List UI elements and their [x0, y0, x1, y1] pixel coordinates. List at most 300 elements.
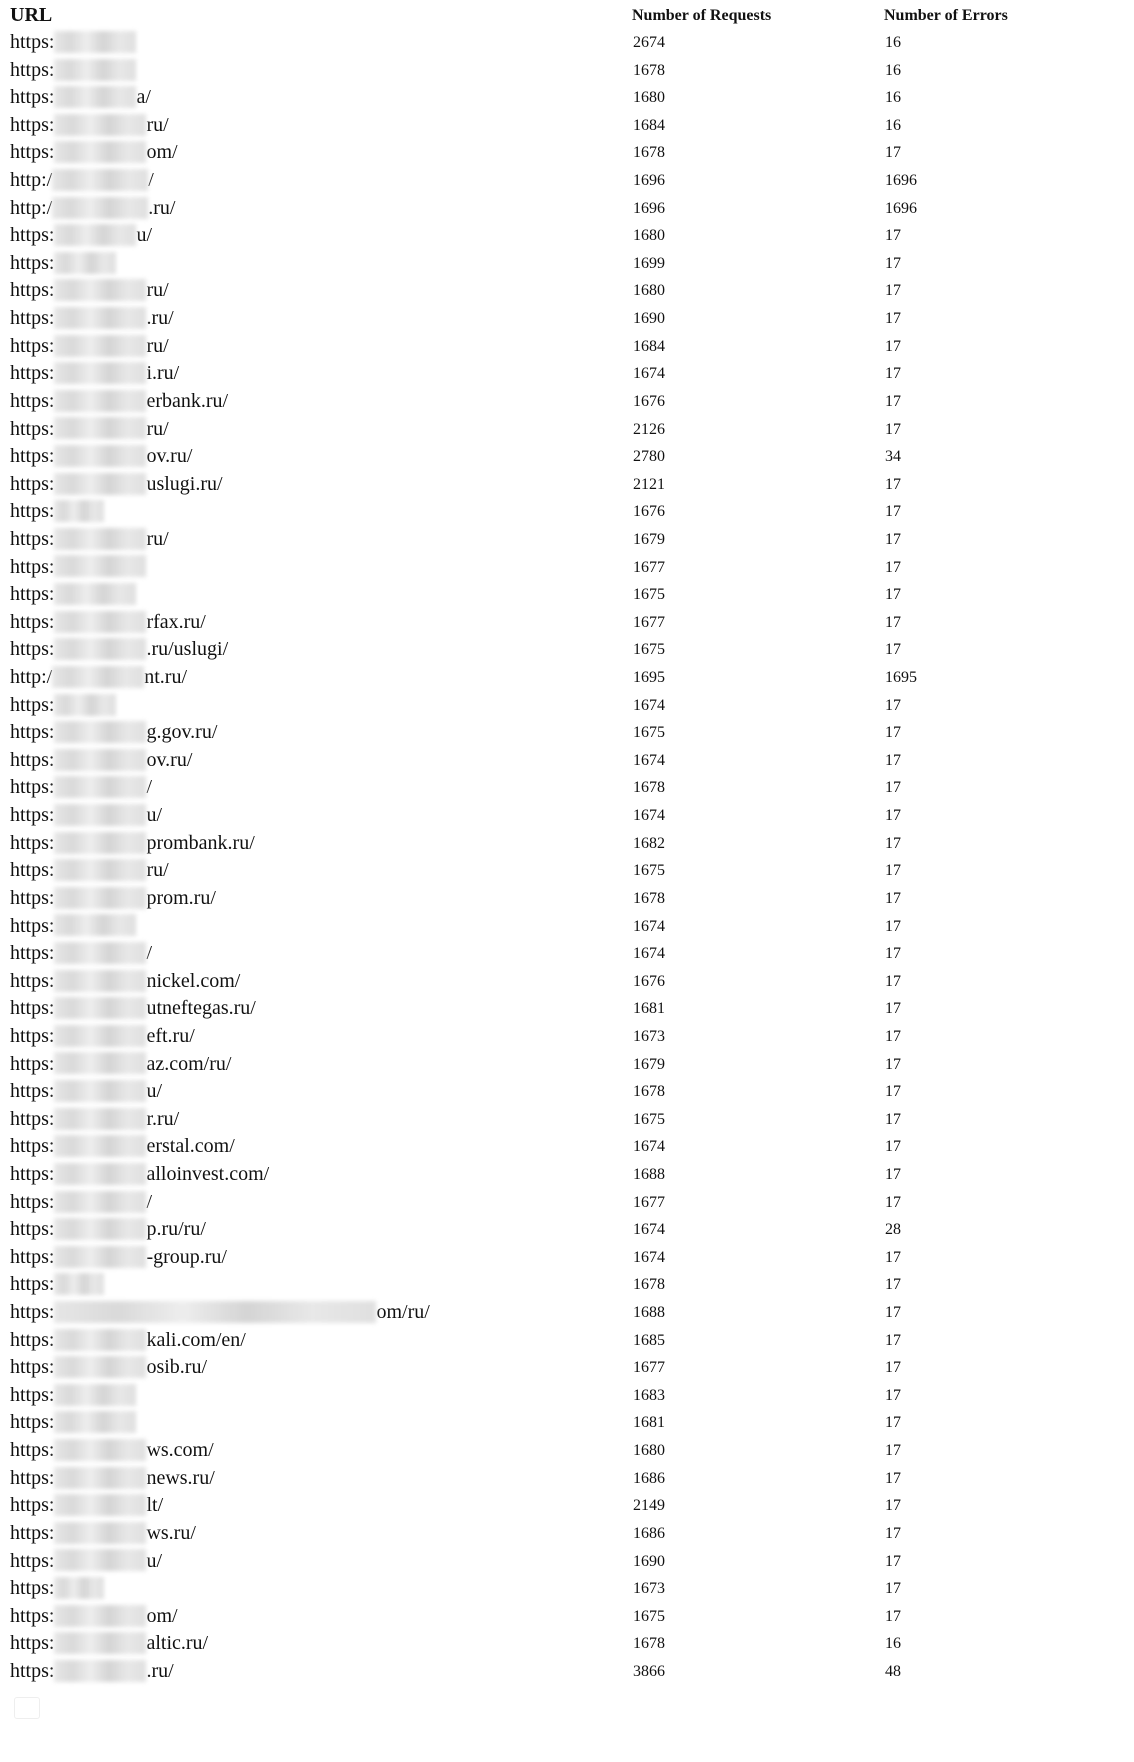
errors-cell: 17: [885, 1442, 901, 1460]
redacted-block: [54, 500, 104, 522]
requests-cell: 1684: [633, 337, 665, 355]
url-prefix: https:: [10, 1549, 55, 1572]
url-prefix: https:: [10, 500, 55, 523]
url-cell: [10, 609, 206, 637]
requests-cell: 1675: [633, 1110, 665, 1128]
redacted-block: [54, 970, 146, 992]
requests-cell: 1676: [633, 503, 665, 521]
requests-cell: 1674: [633, 807, 665, 825]
url-suffix: nt.ru/: [144, 666, 188, 689]
url-suffix: .ru/: [146, 307, 174, 330]
errors-cell: 17: [885, 254, 901, 272]
url-prefix: https:: [10, 969, 55, 992]
table-row: [0, 1078, 1134, 1106]
url-prefix: https:: [10, 859, 55, 882]
redacted-block: [52, 666, 144, 688]
errors-cell: 17: [885, 641, 901, 659]
redacted-block: [54, 1301, 376, 1323]
redacted-block: [54, 694, 116, 716]
requests-cell: 1675: [633, 862, 665, 880]
errors-cell: 16: [885, 34, 901, 51]
table-row: [0, 139, 1134, 167]
url-prefix: https:: [10, 1356, 55, 1379]
url-cell: [10, 1409, 136, 1437]
url-cell: [10, 802, 162, 830]
redacted-block: [54, 1411, 136, 1433]
url-prefix: https:: [10, 224, 55, 247]
url-suffix: .ru/: [146, 1659, 174, 1682]
requests-cell: 1682: [633, 834, 665, 852]
url-suffix: /: [148, 169, 154, 192]
url-cell: [10, 1492, 163, 1520]
table-row: [0, 1354, 1134, 1382]
url-cell: [10, 774, 152, 802]
url-prefix: https:: [10, 1577, 55, 1600]
url-cell: [10, 112, 169, 140]
url-prefix: https:: [10, 141, 55, 164]
redacted-block: [54, 1384, 136, 1406]
url-cell: [10, 1575, 104, 1603]
url-cell: [10, 1658, 174, 1686]
url-suffix: /: [146, 776, 153, 799]
url-cell: [10, 940, 152, 968]
table-row: [0, 830, 1134, 858]
errors-cell: 17: [885, 613, 901, 631]
errors-cell: 17: [885, 530, 901, 548]
errors-cell: 17: [885, 1497, 901, 1515]
table-row: [0, 554, 1134, 582]
url-suffix: u/: [146, 1549, 163, 1572]
table-row: [0, 664, 1134, 692]
url-suffix: prom.ru/: [146, 886, 216, 909]
table-row: [0, 692, 1134, 720]
redacted-block: [54, 914, 136, 936]
redacted-block: [54, 279, 146, 301]
table-row: [0, 913, 1134, 941]
errors-cell: 17: [885, 392, 901, 410]
url-suffix: altic.ru/: [146, 1632, 209, 1655]
table-row: [0, 581, 1134, 609]
url-prefix: https:: [10, 1273, 55, 1296]
url-suffix: rfax.ru/: [146, 610, 206, 633]
url-prefix: https:: [10, 1080, 55, 1103]
requests-cell: 1677: [633, 558, 665, 576]
errors-cell: 17: [885, 1110, 901, 1128]
requests-cell: 1677: [633, 1193, 665, 1211]
table-body: [0, 29, 1134, 1686]
table-row: [0, 1382, 1134, 1410]
requests-cell: 1674: [633, 365, 665, 383]
requests-cell: 1680: [633, 282, 665, 300]
url-prefix: http:/: [10, 196, 53, 219]
url-cell: [10, 1465, 215, 1493]
redacted-block: [54, 887, 146, 909]
redacted-block: [54, 417, 146, 439]
errors-cell: 48: [885, 1662, 901, 1680]
url-prefix: https:: [10, 1411, 55, 1434]
redacted-block: [54, 942, 146, 964]
redacted-block: [54, 638, 146, 660]
url-prefix: https:: [10, 279, 55, 302]
errors-cell: 1696: [885, 199, 917, 217]
table-row: [0, 1630, 1134, 1658]
url-cell: [10, 277, 169, 305]
errors-cell: 17: [885, 558, 901, 576]
url-cell: [10, 1244, 227, 1272]
redacted-block: [54, 1660, 146, 1682]
errors-cell: 17: [885, 1083, 901, 1101]
url-prefix: https:: [10, 113, 55, 136]
table-row: [0, 1437, 1134, 1465]
url-prefix: https:: [10, 445, 55, 468]
url-cell: [10, 692, 116, 720]
url-prefix: https:: [10, 307, 55, 330]
table-row: [0, 526, 1134, 554]
url-prefix: https:: [10, 334, 55, 357]
url-cell: [10, 388, 228, 416]
url-suffix: ru/: [146, 527, 169, 550]
url-prefix: https:: [10, 555, 55, 578]
url-prefix: https:: [10, 1107, 55, 1130]
redacted-block: [54, 1108, 146, 1130]
table-row: [0, 388, 1134, 416]
table-row: [0, 250, 1134, 278]
url-suffix: ws.com/: [146, 1439, 214, 1462]
url-prefix: https:: [10, 1632, 55, 1655]
requests-cell: 1675: [633, 641, 665, 659]
errors-cell: 17: [885, 724, 901, 742]
url-cell: [10, 1354, 207, 1382]
url-prefix: https:: [10, 1466, 55, 1489]
url-prefix: https:: [10, 1162, 55, 1185]
requests-cell: 1674: [633, 696, 665, 714]
requests-cell: 1688: [633, 1304, 665, 1322]
table-row: [0, 1299, 1134, 1327]
url-prefix: https:: [10, 527, 55, 550]
table-row: [0, 747, 1134, 775]
redacted-block: [54, 307, 146, 329]
errors-cell: 28: [885, 1221, 901, 1239]
requests-cell: 1677: [633, 613, 665, 631]
url-suffix: a/: [136, 86, 151, 109]
errors-cell: 17: [885, 586, 901, 604]
url-prefix: https:: [10, 721, 55, 744]
url-prefix: http:/: [10, 169, 53, 192]
requests-cell: 1696: [633, 172, 665, 190]
url-suffix: om/ru/: [376, 1301, 430, 1324]
table-row: [0, 1575, 1134, 1603]
url-prefix: https:: [10, 1494, 55, 1517]
errors-cell: 17: [885, 365, 901, 383]
table-row: [0, 360, 1134, 388]
requests-cell: 1696: [633, 199, 665, 217]
url-cell: [10, 830, 255, 858]
url-cell: [10, 1133, 235, 1161]
url-prefix: https:: [10, 693, 55, 716]
url-cell: [10, 1161, 269, 1189]
errors-cell: 34: [885, 448, 901, 466]
url-prefix: https:: [10, 997, 55, 1020]
errors-cell: 17: [885, 1414, 901, 1432]
url-prefix: https:: [10, 1659, 55, 1682]
table-row: [0, 1189, 1134, 1217]
requests-cell: 1679: [633, 530, 665, 548]
table-row: [0, 29, 1134, 57]
redacted-block: [54, 141, 146, 163]
errors-cell: 17: [885, 1469, 901, 1487]
url-prefix: https:: [10, 942, 55, 965]
redacted-block: [54, 611, 146, 633]
requests-cell: 1677: [633, 1359, 665, 1377]
column-header-url: URL: [10, 4, 53, 26]
table-row: [0, 995, 1134, 1023]
errors-cell: 17: [885, 1165, 901, 1183]
url-prefix: https:: [10, 886, 55, 909]
table-row: [0, 305, 1134, 333]
url-prefix: https:: [10, 1024, 55, 1047]
errors-cell: 17: [885, 917, 901, 935]
url-prefix: https:: [10, 389, 55, 412]
table-row: [0, 1492, 1134, 1520]
requests-cell: 3866: [633, 1662, 665, 1680]
errors-cell: 17: [885, 310, 901, 328]
errors-cell: 17: [885, 227, 901, 245]
redacted-block: [54, 749, 146, 771]
url-cell: [10, 913, 136, 941]
requests-cell: 1678: [633, 889, 665, 907]
url-suffix: lt/: [146, 1494, 164, 1517]
redacted-block: [52, 169, 148, 191]
url-prefix: https:: [10, 472, 55, 495]
url-cell: [10, 250, 116, 278]
redacted-block: [54, 473, 146, 495]
table-row: [0, 968, 1134, 996]
url-cell: [10, 1078, 162, 1106]
url-prefix: https:: [10, 58, 55, 81]
url-cell: [10, 360, 179, 388]
redacted-block: [54, 1439, 146, 1461]
table-row: [0, 1023, 1134, 1051]
url-cell: [10, 885, 216, 913]
redacted-block: [54, 1356, 146, 1378]
url-prefix: https:: [10, 914, 55, 937]
url-cell: [10, 995, 256, 1023]
url-suffix: prombank.ru/: [146, 831, 255, 854]
url-cell: [10, 526, 169, 554]
url-prefix: https:: [10, 638, 55, 661]
errors-cell: 17: [885, 751, 901, 769]
redacted-block: [54, 1025, 146, 1047]
table-row: [0, 774, 1134, 802]
url-cell: [10, 1548, 162, 1576]
url-cell: [10, 554, 146, 582]
url-suffix: ov.ru/: [146, 748, 193, 771]
requests-cell: 1675: [633, 1607, 665, 1625]
url-prefix: https:: [10, 1245, 55, 1268]
url-suffix: .ru/uslugi/: [146, 638, 229, 661]
requests-cell: 1674: [633, 1138, 665, 1156]
redacted-block: [54, 114, 146, 136]
url-cell: [10, 1106, 179, 1134]
errors-cell: 1696: [885, 172, 917, 190]
table-row: [0, 112, 1134, 140]
table-row: [0, 857, 1134, 885]
requests-cell: 1678: [633, 144, 665, 162]
redacted-block: [54, 1135, 146, 1157]
redacted-block: [54, 1246, 146, 1268]
url-suffix: az.com/ru/: [146, 1052, 232, 1075]
table-row: [0, 802, 1134, 830]
redacted-block: [54, 1163, 146, 1185]
url-cell: [10, 1437, 214, 1465]
url-suffix: /: [146, 1190, 153, 1213]
table-row: [0, 167, 1134, 195]
requests-cell: 1674: [633, 1248, 665, 1266]
requests-cell: 1674: [633, 945, 665, 963]
requests-cell: 1680: [633, 227, 665, 245]
url-cell: [10, 1023, 195, 1051]
table-row: [0, 1161, 1134, 1189]
url-suffix: uslugi.ru/: [146, 472, 223, 495]
page-corner-mark: [14, 1697, 40, 1719]
url-suffix: ru/: [146, 417, 169, 440]
errors-cell: 16: [885, 89, 901, 107]
url-prefix: https:: [10, 1135, 55, 1158]
url-cell: [10, 719, 217, 747]
table-row: [0, 84, 1134, 112]
requests-cell: 1673: [633, 1027, 665, 1045]
url-cell: [10, 416, 169, 444]
url-cell: [10, 443, 192, 471]
table-row: [0, 222, 1134, 250]
url-prefix: https:: [10, 1301, 55, 1324]
redacted-block: [54, 1052, 146, 1074]
url-cell: [10, 857, 169, 885]
table-row: [0, 1133, 1134, 1161]
url-suffix: ru/: [146, 113, 169, 136]
table-row: [0, 333, 1134, 361]
url-suffix: om/: [146, 1604, 178, 1627]
requests-cell: 1684: [633, 116, 665, 134]
url-suffix: alloinvest.com/: [146, 1162, 270, 1185]
redacted-block: [54, 59, 136, 81]
table-row: [0, 57, 1134, 85]
redacted-block: [54, 1191, 146, 1213]
redacted-block: [54, 1080, 146, 1102]
errors-cell: 17: [885, 1276, 901, 1294]
requests-cell: 1676: [633, 972, 665, 990]
url-suffix: ws.ru/: [146, 1521, 196, 1544]
url-suffix: osib.ru/: [146, 1356, 208, 1379]
redacted-block: [54, 445, 146, 467]
url-suffix: kali.com/en/: [146, 1328, 246, 1351]
redacted-block: [54, 721, 146, 743]
url-suffix: -group.ru/: [146, 1245, 227, 1268]
table-row: [0, 1106, 1134, 1134]
errors-cell: 17: [885, 144, 901, 162]
table-row: [0, 195, 1134, 223]
url-prefix: https:: [10, 583, 55, 606]
errors-cell: 17: [885, 1304, 901, 1322]
column-header-errors: Number of Errors: [884, 7, 1008, 24]
requests-cell: 1678: [633, 61, 665, 79]
url-prefix: https:: [10, 1190, 55, 1213]
url-cell: [10, 1520, 196, 1548]
requests-cell: 1686: [633, 1469, 665, 1487]
requests-cell: 1673: [633, 1580, 665, 1598]
table-row: [0, 1051, 1134, 1079]
table-row: [0, 1520, 1134, 1548]
errors-cell: 17: [885, 337, 901, 355]
url-suffix: ru/: [146, 279, 169, 302]
url-cell: [10, 1603, 178, 1631]
url-cell: [10, 471, 223, 499]
url-prefix: https:: [10, 1052, 55, 1075]
requests-cell: 2780: [633, 448, 665, 466]
url-cell: [10, 664, 187, 692]
table-row: [0, 498, 1134, 526]
errors-cell: 17: [885, 1027, 901, 1045]
requests-cell: 1681: [633, 1000, 665, 1018]
table-row: [0, 636, 1134, 664]
url-cell: [10, 139, 178, 167]
errors-cell: 1695: [885, 669, 917, 687]
url-suffix: news.ru/: [146, 1466, 215, 1489]
url-suffix: u/: [146, 804, 163, 827]
table-row: [0, 940, 1134, 968]
table-row: [0, 1548, 1134, 1576]
table-row: [0, 719, 1134, 747]
url-cell: [10, 57, 136, 85]
errors-cell: 17: [885, 1055, 901, 1073]
errors-cell: 17: [885, 807, 901, 825]
redacted-block: [54, 252, 116, 274]
redacted-block: [54, 555, 146, 577]
redacted-block: [54, 1494, 146, 1516]
requests-cell: 1676: [633, 392, 665, 410]
errors-cell: 17: [885, 945, 901, 963]
errors-cell: 16: [885, 61, 901, 79]
requests-cell: 1678: [633, 1276, 665, 1294]
errors-cell: 17: [885, 1000, 901, 1018]
url-prefix: http:/: [10, 666, 53, 689]
table-row: [0, 1409, 1134, 1437]
requests-cell: 1681: [633, 1414, 665, 1432]
redacted-block: [54, 1273, 104, 1295]
url-cell: [10, 747, 192, 775]
url-prefix: https:: [10, 776, 55, 799]
requests-cell: 1678: [633, 1635, 665, 1653]
requests-cell: 1690: [633, 310, 665, 328]
errors-cell: 17: [885, 420, 901, 438]
errors-cell: 17: [885, 972, 901, 990]
requests-cell: 2674: [633, 34, 665, 51]
requests-cell: 2121: [633, 475, 665, 493]
url-cell: [10, 1271, 104, 1299]
url-suffix: p.ru/ru/: [146, 1218, 206, 1241]
requests-cell: 1690: [633, 1552, 665, 1570]
redacted-block: [54, 528, 146, 550]
redacted-block: [54, 1467, 146, 1489]
requests-cell: 1680: [633, 89, 665, 107]
redacted-block: [54, 804, 146, 826]
requests-cell: 1699: [633, 254, 665, 272]
url-cell: [10, 1189, 152, 1217]
table-row: [0, 416, 1134, 444]
url-cell: [10, 222, 152, 250]
redacted-block: [54, 335, 146, 357]
requests-cell: 1695: [633, 669, 665, 687]
